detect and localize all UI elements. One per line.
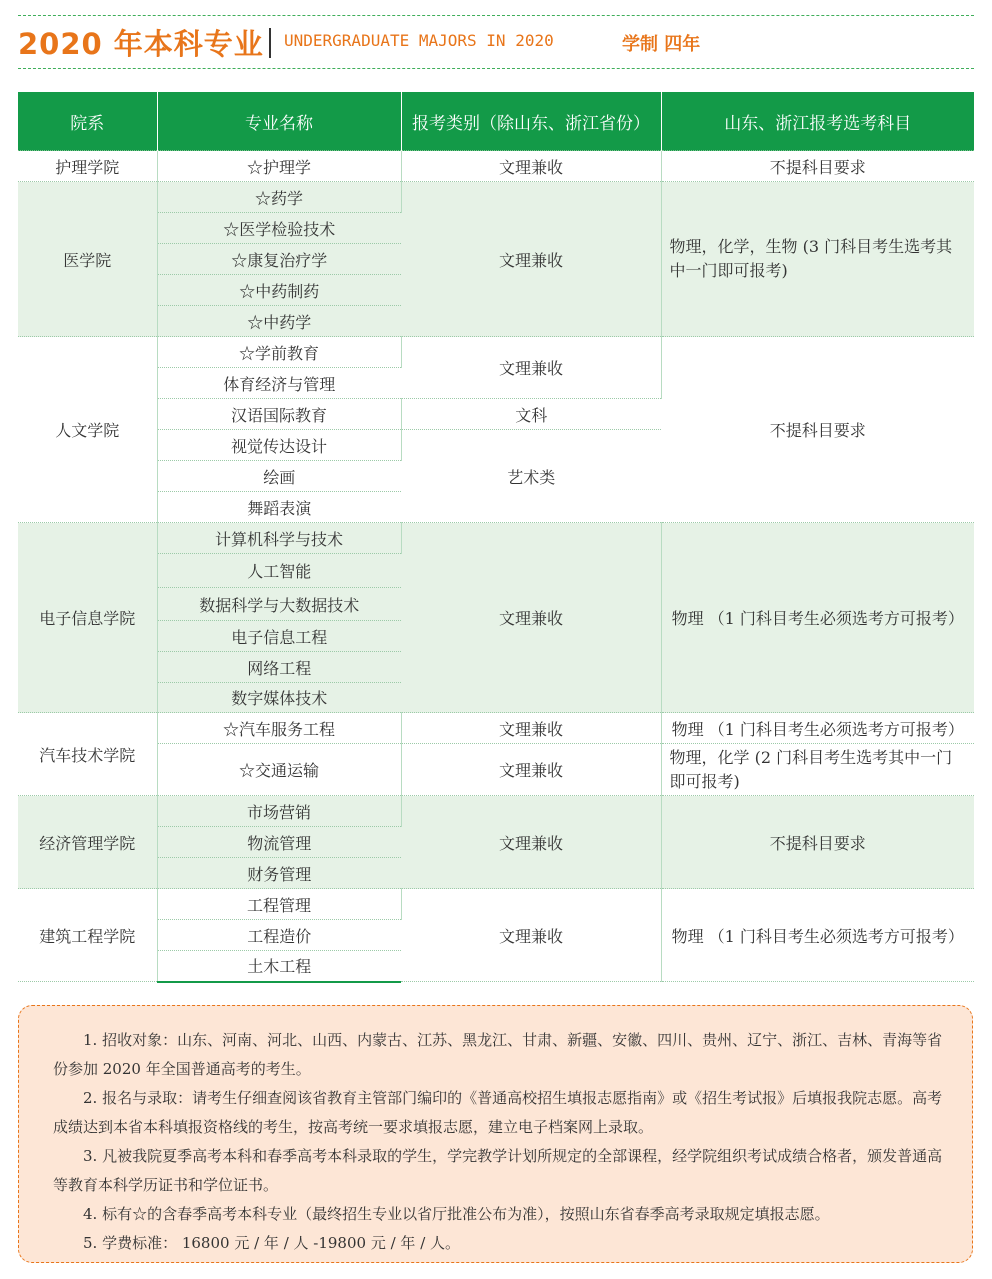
- college-cell: 建筑工程学院: [18, 889, 157, 982]
- header-top-divider: [18, 15, 974, 16]
- major-cell: ☆学前教育: [157, 337, 401, 368]
- subjects-cell: 物理，化学，生物 (3 门科目考生选考其中一门即可报考): [661, 182, 974, 337]
- major-cell: 计算机科学与技术: [157, 523, 401, 554]
- header-subjects: 山东、浙江报考选考科目: [661, 92, 974, 151]
- college-cell: 人文学院: [18, 337, 157, 523]
- note-item: 3. 凡被我院夏季高考本科和春季高考本科录取的学生，学完教学计划所规定的全部课程，经学院组织考试成绩合格者，颁发普通高等教育本科学历证书和学位证书。: [53, 1147, 943, 1194]
- table-row: [18, 337, 974, 368]
- table-row: [18, 796, 974, 827]
- category-cell: 文科: [401, 399, 661, 430]
- major-cell: 市场营销: [157, 796, 401, 827]
- college-cell: 经济管理学院: [18, 796, 157, 889]
- college-cell: 汽车技术学院: [18, 713, 157, 796]
- major-cell: ☆医学检验技术: [157, 213, 401, 244]
- category-cell: 文理兼收: [401, 796, 661, 889]
- subjects-cell: 不提科目要求: [661, 151, 974, 182]
- subjects-cell: 不提科目要求: [661, 337, 974, 523]
- category-cell: 文理兼收: [401, 523, 661, 713]
- major-cell: 绘画: [157, 461, 401, 492]
- college-cell: 医学院: [18, 182, 157, 337]
- header-major: 专业名称: [157, 92, 401, 151]
- note-item: 1. 招收对象：山东、河南、河北、山西、内蒙古、江苏、黑龙江、甘肃、新疆、安徽、四川、贵州、辽宁、浙江、吉林、青海等省份参加 2020 年全国普通高考的考生。: [53, 1031, 943, 1078]
- major-cell: ☆康复治疗学: [157, 244, 401, 275]
- header-college: 院系: [18, 92, 157, 151]
- major-cell: 体育经济与管理: [157, 368, 401, 399]
- subjects-cell: 物理 （1 门科目考生必须选考方可报考）: [661, 523, 974, 713]
- major-cell: ☆汽车服务工程: [157, 713, 401, 744]
- category-cell: 文理兼收: [401, 151, 661, 182]
- category-cell: 艺术类: [401, 430, 661, 523]
- note-item: 4. 标有☆的含春季高考本科专业（最终招生专业以省厅批准公布为准），按照山东省春季高考录取规定填报志愿。: [83, 1205, 830, 1223]
- major-cell: 土木工程: [157, 951, 401, 982]
- major-cell: 电子信息工程: [157, 621, 401, 652]
- header-separator: [269, 28, 271, 58]
- category-cell: 文理兼收: [401, 744, 661, 796]
- majors-table: [18, 92, 974, 983]
- major-cell: ☆中药制药: [157, 275, 401, 306]
- major-cell: ☆药学: [157, 182, 401, 213]
- header-bottom-divider: [18, 68, 974, 69]
- subjects-cell: 物理，化学 (2 门科目考生选考其中一门即可报考): [661, 744, 974, 796]
- header-category: 报考类别（除山东、浙江省份）: [401, 92, 661, 151]
- major-cell: 视觉传达设计: [157, 430, 401, 461]
- category-cell: 文理兼收: [401, 713, 661, 744]
- major-cell: 数据科学与大数据技术: [157, 588, 401, 621]
- major-cell: ☆中药学: [157, 306, 401, 337]
- major-cell: 舞蹈表演: [157, 492, 401, 523]
- major-cell: 汉语国际教育: [157, 399, 401, 430]
- major-cell: 网络工程: [157, 652, 401, 683]
- page-title: 2020 年本科专业: [18, 27, 264, 61]
- table-row: [18, 151, 974, 182]
- major-cell: 工程造价: [157, 920, 401, 951]
- table-row: [18, 889, 974, 920]
- category-cell: 文理兼收: [401, 182, 661, 337]
- category-cell: 文理兼收: [401, 337, 661, 399]
- college-cell: 护理学院: [18, 151, 157, 182]
- college-cell: 电子信息学院: [18, 523, 157, 713]
- note-item: 5. 学费标准： 16800 元 / 年 / 人 -19800 元 / 年 / 人。: [83, 1234, 461, 1252]
- major-cell: 数字媒体技术: [157, 683, 401, 713]
- major-cell: ☆交通运输: [157, 744, 401, 796]
- table-row: [18, 713, 974, 744]
- table-row: [18, 182, 974, 213]
- table-row: [18, 744, 974, 796]
- subjects-cell: 物理 （1 门科目考生必须选考方可报考）: [661, 889, 974, 982]
- notes-box: [18, 1005, 973, 1263]
- subjects-cell: 物理 （1 门科目考生必须选考方可报考）: [661, 713, 974, 744]
- major-cell: ☆护理学: [157, 151, 401, 182]
- page-subtitle-en: UNDERGRADUATE MAJORS IN 2020: [284, 31, 554, 50]
- major-cell: 物流管理: [157, 827, 401, 858]
- major-cell: 工程管理: [157, 889, 401, 920]
- table-row: [18, 523, 974, 554]
- major-cell: 人工智能: [157, 554, 401, 588]
- study-duration: 学制 四年: [622, 34, 701, 55]
- subjects-cell: 不提科目要求: [661, 796, 974, 889]
- note-item: 2. 报名与录取：请考生仔细查阅该省教育主管部门编印的《普通高校招生填报志愿指南》或《招生考试报》后填报我院志愿。高考成绩达到本省本科填报资格线的考生，按高考统一要求填报志愿，建立电子档案网上录取。: [53, 1089, 943, 1136]
- major-cell: 财务管理: [157, 858, 401, 889]
- category-cell: 文理兼收: [401, 889, 661, 982]
- table-header-row: [18, 92, 974, 151]
